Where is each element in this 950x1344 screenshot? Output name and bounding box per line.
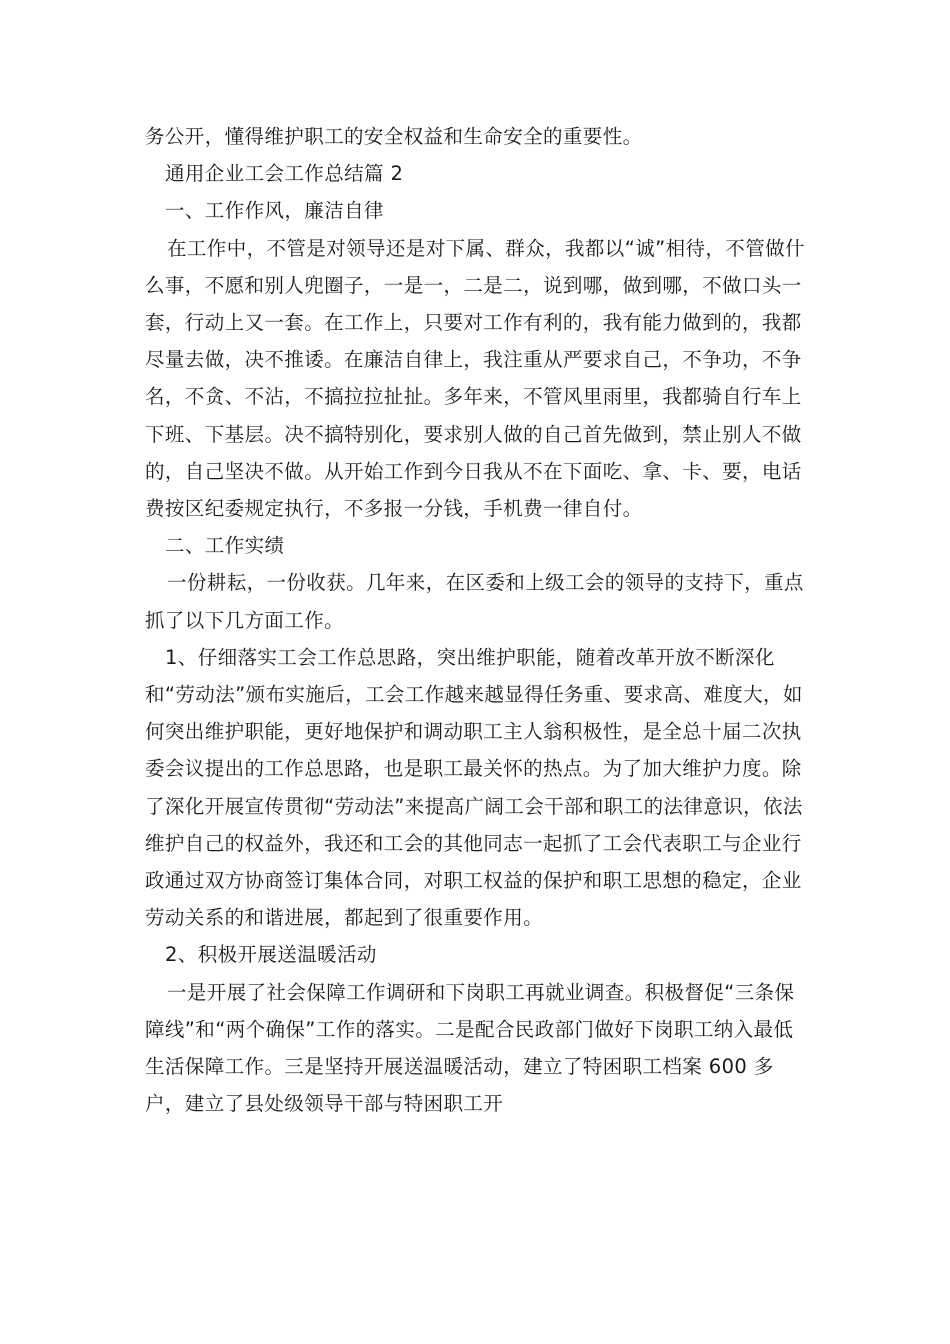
section-title: 通用企业工会工作总结篇 2 [165,162,404,186]
heading-work-style: 一、工作作风，廉洁自律 [165,199,384,223]
paragraph-item-1: 1、仔细落实工会工作总思路，突出维护职能，随着改革开放不断深化和“劳动法”颁布实施后，工会工作越来越显得任务重、要求高、难度大，如何突出维护职能，更好地保护和调动职工主人翁积极性，是全总十届二次执委会议提出的工作总思路，也是职工最关怀的热点。为了加大维护力度。除了深化开展宣传贯彻“劳动法”来提高广阔工会干部和职工的法律意识，依法维护自己的权益外，我还和工会的其他同志一起抓了工会代表职工与企业行政通过双方协商签订集体合同，对职工权益的保护和职工思想的稳定，企业劳动关系的和谐进展，都起到了很重要作用。 [145,645,803,930]
paragraph-work-style: 在工作中，不管是对领导还是对下属、群众，我都以“诚”相待，不管做什么事，不愿和别人兜圈子，一是一，二是二，说到哪，做到哪，不做口头一套，行动上又一套。在工作上，只要对工作有利的，我有能力做到的，我都尽量去做，决不推诿。在廉洁自律上，我注重从严要求自己，不争功，不争名，不贪、不沾，不搞拉拉扯扯。多年来，不管风里雨里，我都骑自行车上下班、下基层。决不搞特别化，要求别人做的自己首先做到，禁止别人不做的，自己坚决不做。从开始工作到今日我从不在下面吃、拿、卡、要，电话费按区纪委规定执行，不多报一分钱，手机费一律自付。 [145,236,805,521]
paragraph-continuation: 务公开，懂得维护职工的安全权益和生命安全的重要性。 [145,125,643,148]
paragraph-item-2: 一是开展了社会保障工作调研和下岗职工再就业调查。积极督促“三条保障线”和“两个确保”工作的落实。二是配合民政部门做好下岗职工纳入最低生活保障工作。三是坚持开展送温暖活动，建立了特困职工档案 600 多户，建立了县处级领导干部与特困职工开 [145,980,795,1116]
document-body [145,118,810,1122]
heading-item-2: 2、积极开展送温暖活动 [165,943,377,967]
paragraph-achievements-intro: 一份耕耘，一份收获。几年来，在区委和上级工会的领导的支持下，重点抓了以下几方面工作。 [145,571,804,632]
heading-achievements: 二、工作实绩 [165,534,285,558]
